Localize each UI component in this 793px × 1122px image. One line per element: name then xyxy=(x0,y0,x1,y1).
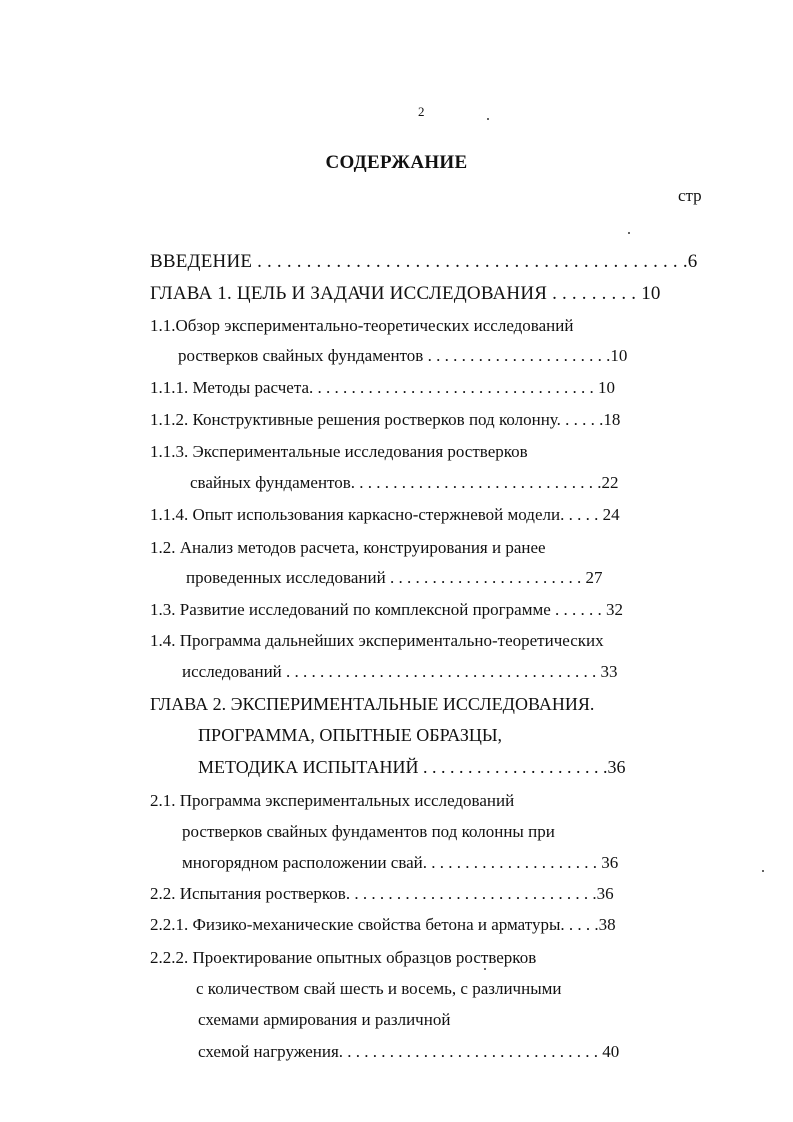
toc-entry: многорядном расположении свай. . . . . . . . . . . . . . . . . . . . . 36 xyxy=(182,853,619,872)
toc-entry: МЕТОДИКА ИСПЫТАНИЙ . . . . . . . . . . . . . . . . . . . . .36 xyxy=(198,757,626,777)
toc-entry: свайных фундаментов. . . . . . . . . . . . . . . . . . . . . . . . . . . . . .22 xyxy=(190,473,619,492)
scan-speck xyxy=(487,118,489,120)
toc-entry: ПРОГРАММА, ОПЫТНЫЕ ОБРАЗЦЫ, xyxy=(198,725,503,745)
toc-entry: 2.2.2. Проектирование опытных образцов ростверков xyxy=(150,948,537,967)
page-number: 2 xyxy=(418,104,425,119)
scan-speck xyxy=(484,968,486,970)
page-column-header: стр xyxy=(678,186,702,205)
toc-entry: ростверков свайных фундаментов под колонны при xyxy=(182,822,555,841)
toc-entry: 1.1.3. Экспериментальные исследования ростверков xyxy=(150,442,528,461)
toc-entry: с количеством свай шесть и восемь, с различными xyxy=(196,979,562,998)
toc-entry: исследований . . . . . . . . . . . . . . . . . . . . . . . . . . . . . . . . . . . . . 33 xyxy=(182,662,618,681)
toc-entry: ростверков свайных фундаментов . . . . . . . . . . . . . . . . . . . . . .10 xyxy=(178,346,628,365)
scan-speck xyxy=(762,870,764,872)
page-title: СОДЕРЖАНИЕ xyxy=(325,152,468,173)
toc-entry: проведенных исследований . . . . . . . . . . . . . . . . . . . . . . . 27 xyxy=(186,568,603,587)
toc-entry: 1.1.Обзор экспериментально-теоретических исследований xyxy=(150,316,574,335)
toc-entry: 2.2.1. Физико-механические свойства бетона и арматуры. . . . .38 xyxy=(150,915,616,934)
toc-entry: схемами армирования и различной xyxy=(198,1010,451,1029)
toc-entry: ГЛАВА 1. ЦЕЛЬ И ЗАДАЧИ ИССЛЕДОВАНИЯ . . . . . . . . . 10 xyxy=(150,283,661,304)
scan-speck xyxy=(628,232,630,234)
toc-entry: 2.2. Испытания ростверков. . . . . . . . . . . . . . . . . . . . . . . . . . . . . .36 xyxy=(150,884,614,903)
toc-entry: 2.1. Программа экспериментальных исследований xyxy=(150,791,515,810)
toc-entry: 1.4. Программа дальнейших экспериментально-теоретических xyxy=(150,631,604,650)
toc-entry: 1.1.2. Конструктивные решения ростверков под колонну. . . . . .18 xyxy=(150,410,621,429)
toc-entry: схемой нагружения. . . . . . . . . . . . . . . . . . . . . . . . . . . . . . . 40 xyxy=(198,1042,620,1061)
toc-entry: 1.1.4. Опыт использования каркасно-стержневой модели. . . . . 24 xyxy=(150,505,620,524)
toc-entry: ВВЕДЕНИЕ . . . . . . . . . . . . . . . . . . . . . . . . . . . . . . . . . . . . . . . . . . . .6 xyxy=(150,251,698,272)
toc-entry: 1.2. Анализ методов расчета, конструирования и ранее xyxy=(150,538,546,557)
toc-entry: 1.3. Развитие исследований по комплексной программе . . . . . . 32 xyxy=(150,600,624,619)
toc-entry: ГЛАВА 2. ЭКСПЕРИМЕНТАЛЬНЫЕ ИССЛЕДОВАНИЯ. xyxy=(150,694,595,714)
toc-entry: 1.1.1. Методы расчета. . . . . . . . . . . . . . . . . . . . . . . . . . . . . . . . . . 10 xyxy=(150,378,616,397)
